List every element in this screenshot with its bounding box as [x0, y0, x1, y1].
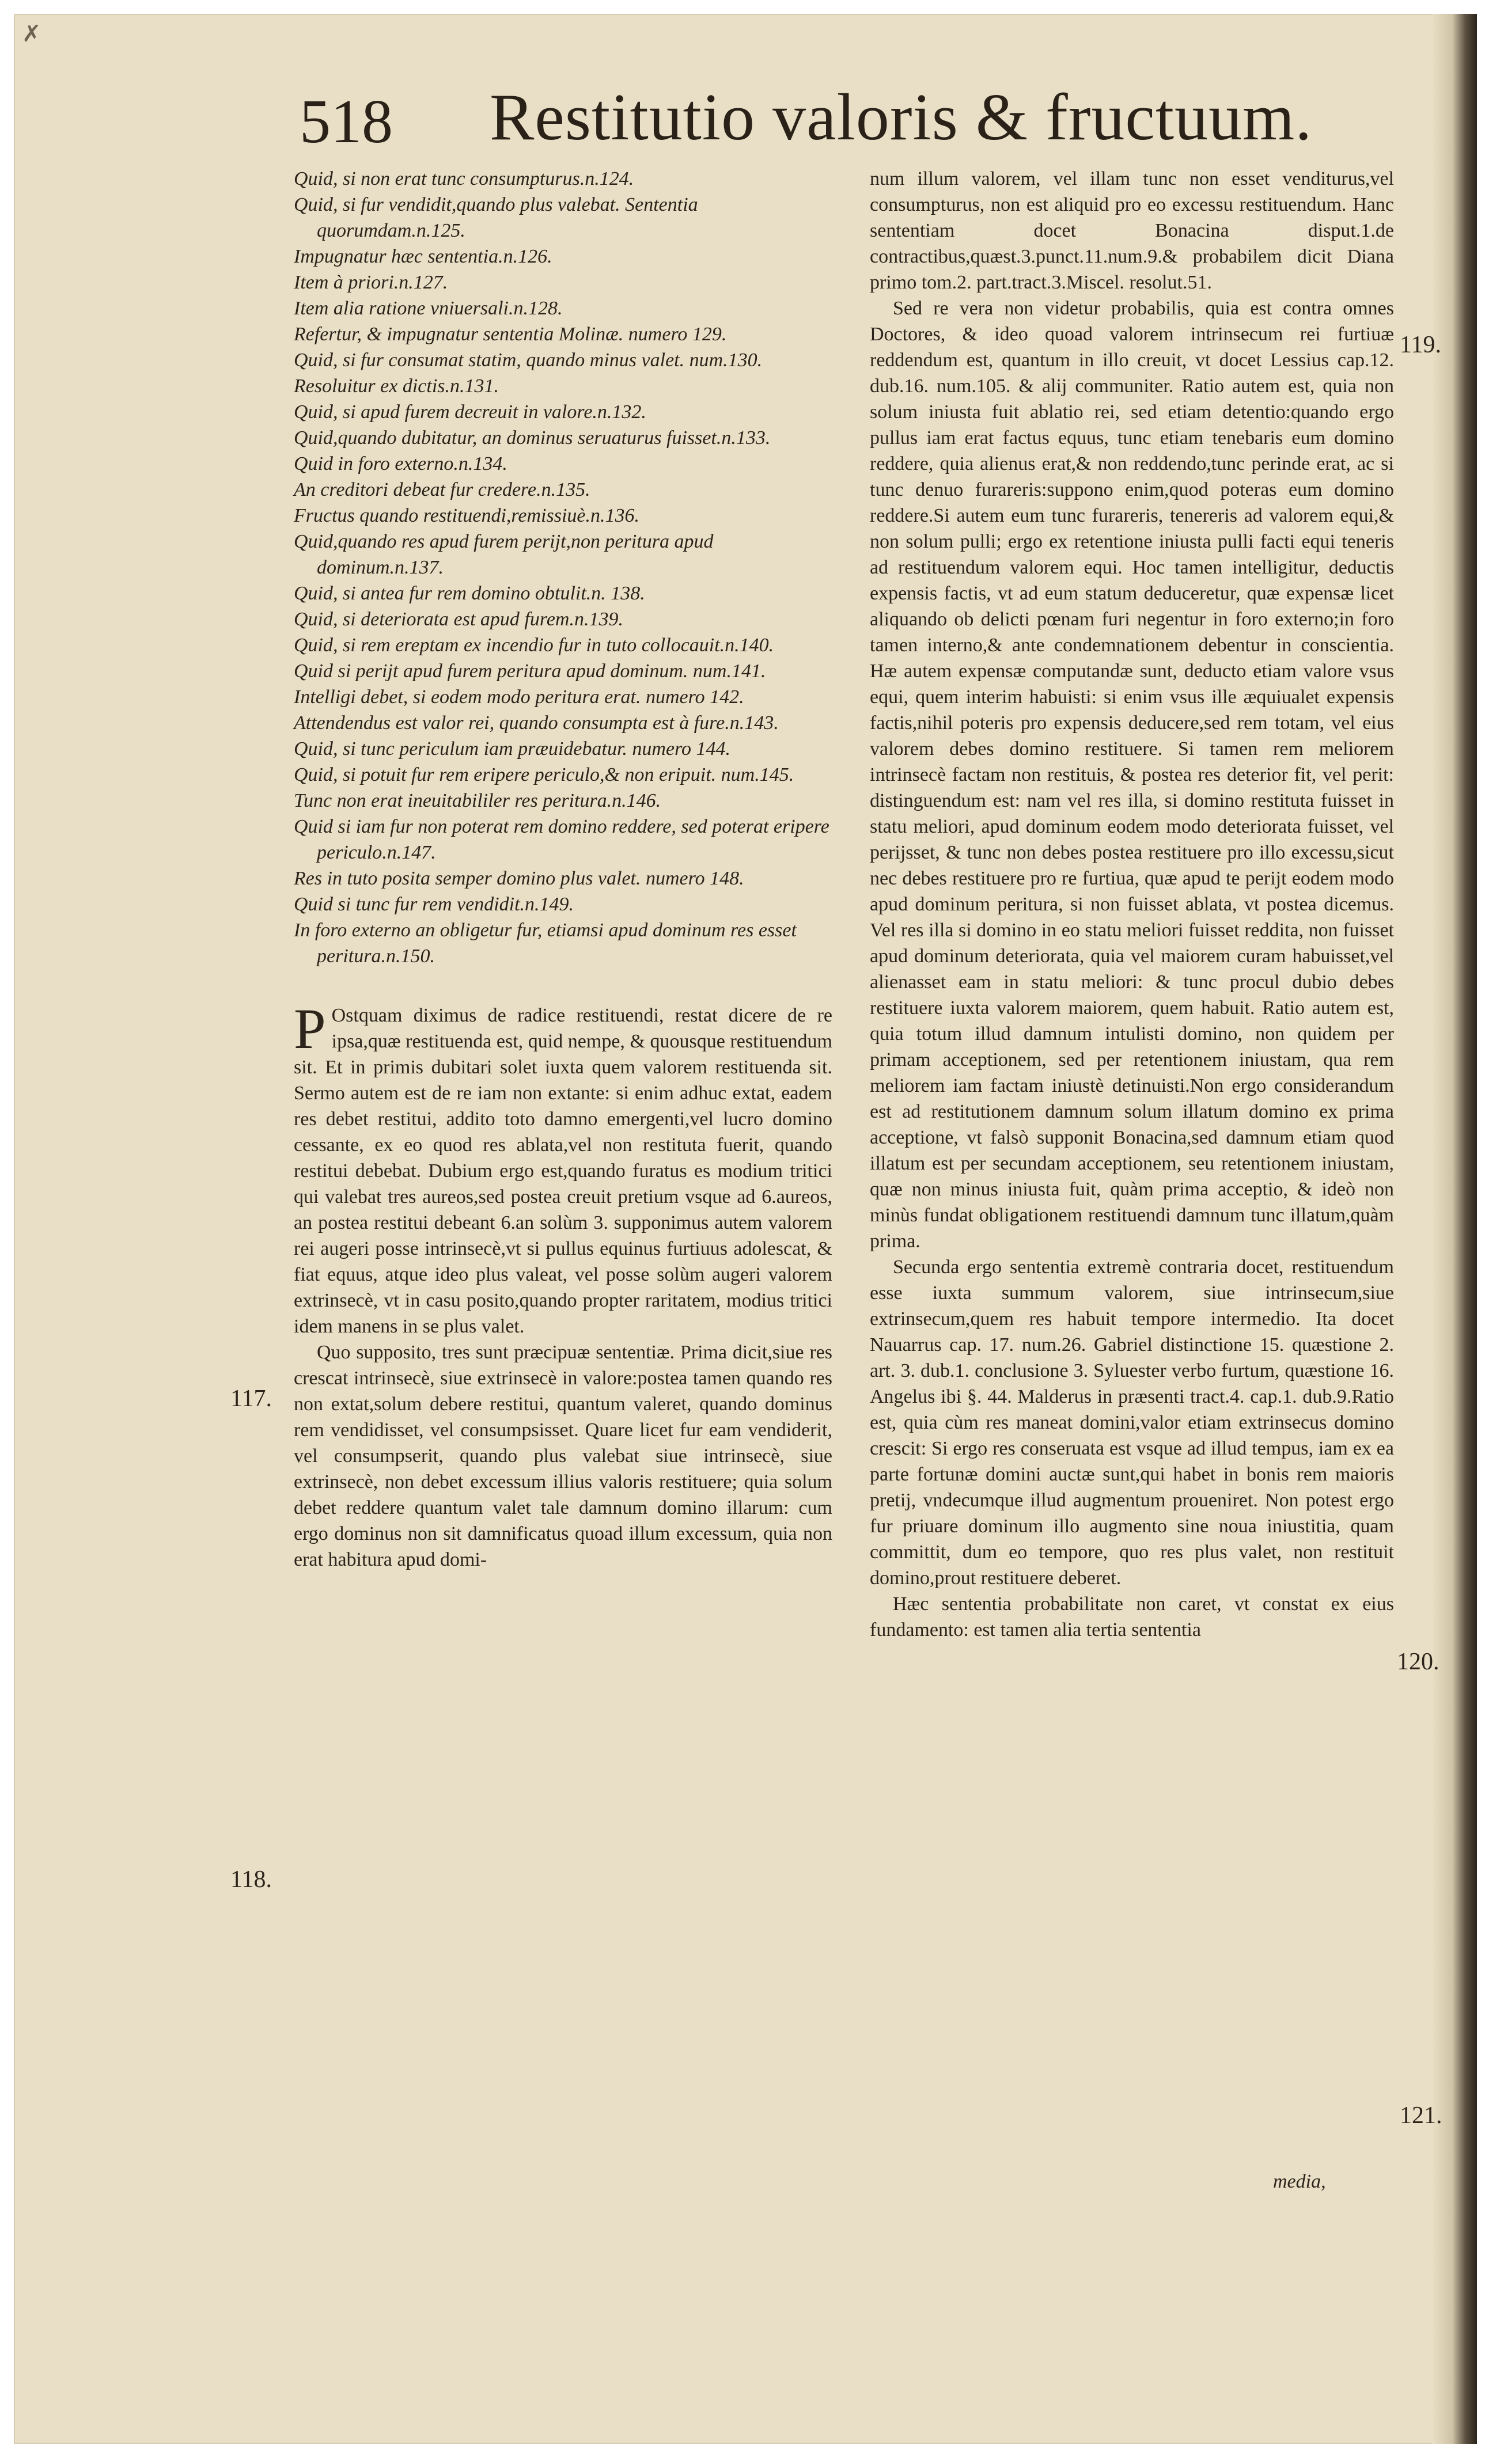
index-entry: In foro externo an obligetur fur, etiamsi apud dominum res esset peritura.n.150. — [294, 920, 797, 967]
left-column — [294, 166, 832, 1573]
index-entry: Tunc non erat ineuitabililer res peritura.n.146. — [294, 790, 661, 811]
drop-capital: P — [294, 997, 326, 1061]
index-entry: Quid,quando dubitatur, an dominus seruaturus fuisset.n.133. — [294, 427, 771, 449]
index-entry: Quid si perijt apud furem peritura apud dominum. num.141. — [294, 660, 766, 682]
section-gap — [294, 969, 832, 1003]
index-entry: Resoluitur ex dictis.n.131. — [294, 375, 499, 397]
index-entry: Quid, si apud furem decreuit in valore.n.132. — [294, 401, 646, 423]
right-column — [870, 166, 1394, 1643]
index-entry: Quid, si fur vendidit,quando plus valebat. Sententia quorumdam.n.125. — [294, 194, 698, 241]
index-entry: Fructus quando restituendi,remissiuè.n.136. — [294, 505, 639, 526]
index-entry: Quid, si fur consumat statim, quando minus valet. num.130. — [294, 350, 763, 371]
index-entry: Item à priori.n.127. — [294, 272, 448, 293]
index-entry: Quid, si deteriorata est apud furem.n.139. — [294, 609, 623, 630]
index-entry: Attendendus est valor rei, quando consumpta est à fure.n.143. — [294, 712, 779, 734]
paragraph-text: Quo supposito, tres sunt præcipuæ sententiæ. Prima dicit,siue res crescat intrinsecè, siue extrinsecè in valore:postea tamen quando res non extat,solum debere restitui, quantum valeret, quando dominus rem vendidisset, vel consumpsisset. Quare licet fur eam vendiderit, vel consumpserit, quando plus valebat siue intrinsecè, siue extrinsecè, non debet excessum illius valoris restituere; quia solum debet reddere quantum valet tale damnum domino illarum: cum ergo dominus non sit damnificatus quoad illum excessum, quia non erat habitura apud domi- — [294, 1342, 832, 1570]
index-entry: Quid, si tunc periculum iam præuidebatur. numero 144. — [294, 738, 731, 760]
index-entry: Quid, si antea fur rem domino obtulit.n. 138. — [294, 583, 645, 604]
index-entry: Quid, si rem ereptam ex incendio fur in tuto collocauit.n.140. — [294, 635, 774, 656]
index-entry: Quid, si potuit fur rem eripere periculo,& non eripuit. num.145. — [294, 764, 794, 785]
corner-mark: ✗ — [22, 21, 41, 47]
margin-number-120: 120. — [1397, 1649, 1439, 1675]
body-paragraph-120: Secunda ergo sententia extremè contraria docet, restituendum esse iuxta summum valorem, siue intrinsecum,siue extrinsecum,quem res habuit tempore intermedio. Ita docet Nauarrus cap. 17. num.26. Gabriel distinctione 15. quæstione 2. art. 3. dub.1. conclusione 3. Syluester verbo furtum, quæstione 16. Angelus ibi §. 44. Malderus in præsenti tract.4. cap.1. dub.9.Ratio est, quia cùm res maneat domini,valor etiam extrinsecus domino crescit: Si ergo res conseruata est vsque ad illud tempus, iam ex ea parte fortunæ domini auctæ sunt,qui habet in bonis rem maioris pretij, vndecumque illud augmentum proueniret. Non potest ergo fur priuare dominum illo augmento sine noua iniustitia, quam committit, dum eo tempore, quo res plus valet, non restituit domino,prout restituere deberet. — [870, 1256, 1394, 1589]
index-entry: Res in tuto posita semper domino plus valet. numero 148. — [294, 868, 744, 889]
body-paragraph-continued: num illum valorem, vel illam tunc non esset venditurus,vel consumpturus, non est aliquid pro eo excessu restituendum. Hanc sententiam docet Bonacina disput.1.de contractibus,quæst.3.punct.11.num.9.& probabilem dicit Diana primo tom.2. part.tract.3.Miscel. resolut.51. — [870, 168, 1394, 293]
index-entry: Quid si iam fur non poterat rem domino reddere, sed poterat eripere periculo.n.147. — [294, 816, 829, 863]
summary-index-list — [294, 166, 832, 969]
margin-number-121: 121. — [1400, 2102, 1442, 2129]
index-entry: Quid,quando res apud furem perijt,non peritura apud dominum.n.137. — [294, 531, 714, 578]
catchword: media, — [1273, 2171, 1326, 2192]
index-entry: Quid in foro externo.n.134. — [294, 453, 507, 474]
body-paragraph-117 — [294, 997, 832, 1339]
page-title: Restitutio valoris & fructuum. — [490, 81, 1313, 154]
index-entry: Quid, si non erat tunc consumpturus.n.124. — [294, 168, 634, 189]
index-entry: Intelligi debet, si eodem modo peritura erat. numero 142. — [294, 686, 744, 708]
index-entry: An creditori debeat fur credere.n.135. — [294, 479, 590, 500]
margin-number-119: 119. — [1400, 332, 1441, 358]
page-gutter-shadow — [1432, 14, 1477, 2444]
margin-number-118: 118. — [230, 1866, 272, 1893]
index-entry: Refertur, & impugnatur sententia Molinæ. numero 129. — [294, 324, 727, 345]
index-entry: Quid si tunc fur rem vendidit.n.149. — [294, 894, 574, 915]
body-paragraph-118 — [294, 1339, 832, 1573]
body-paragraph-119: Sed re vera non videtur probabilis, quia est contra omnes Doctores, & ideo quoad valorem intrinsecum rei furtiuæ reddendum est, quantum in illo creuit, vt docet Lessius cap.12. dub.16. num.105. & alij communiter. Ratio autem est, quia non solum iniusta fuit ablatio rei, sed etiam detentio:quando ergo pullus iam erat factus equus, tunc etiam tenebaris eum domino reddere, quia alienus erat,& non reddendo,tunc perinde erat, ac si tunc denuo furareris:suppono enim,quod poteras eum domino reddere.Si autem eum tunc furareris, tenereris ad valorem equi,& non solum pulli; ergo ex retentione iniusta pulli facti equi teneris ad restituendum valorem equi. Hoc tamen intelligitur, deductis expensis factis, vt ad eum statum deduceretur, quæ expensæ licet aliquando ob delicti pœnam furi negentur in foro externo;in foro tamen interno,& ante condemnationem debentur in conscientia. Hæ autem expensæ computandæ sunt, deducto etiam valore vsus equi, quem interim habuisti: si enim vsus ille æquiualet expensis factis,nihil poteris pro expensis deducere,sed rem totam, vel eius valorem debes domino restituere. Si tamen rem meliorem intrinsecè factam non restituis, & postea res deterior fit, vel perit: distinguendum est: nam vel res illa, si domino restituta fuisset in statu meliori, apud dominum eodem modo deteriorata fuisset, vel perijsset, & tunc non debes postea restituere pro illo excessu,sicut nec debes restituere pro re furtiua, quæ apud te perijt eodem modo apud dominum peritura, si non fuisset ablata, vt postea dicemus. Vel res illa si domino in eo statu meliori fuisset reddita, non fuisset apud dominum deteriorata, quia vel maiorem curam habuisset,vel alienasset eam in statu meliori: & tunc procul dubio debes restituere iuxta valorem maiorem, quem habuit. Ratio autem est, quia totum illud damnum intulisti domino, non quidem per primam acceptionem, sed per retentionem iniustam, qua rem meliorem iam factam iniustè detinuisti.Non ergo considerandum est ad restitutionem damnum solum illatum domino ex prima acceptione, vt falsò supponit Bonacina,sed damnum etiam quod illatum est per secundam acceptionem, seu retentionem iniustam, quæ non minus iniusta fuit, quàm prima acceptio, & ideò non minùs fundat obligationem restituendi damnum tunc illatum,quàm prima. — [870, 298, 1394, 1252]
body-paragraph-121: Hæc sententia probabilitate non caret, vt constat ex eius fundamento: est tamen alia tertia sententia — [870, 1593, 1394, 1641]
index-entry: Item alia ratione vniuersali.n.128. — [294, 298, 563, 319]
paragraph-text: Ostquam diximus de radice restituendi, restat dicere de re ipsa,quæ restituenda est, quid nempe, & quousque restituendum sit. Et in primis dubitari solet iuxta quem valorem restituenda sit. Sermo autem est de re iam non extante: si enim adhuc extat, eadem res debet restitui, addito toto damno emergenti,vel lucro domino cessante, ex eo quod res ablata,vel non restituta fuerit, quando restitui debebat. Dubium ergo est,quando furatus es modium tritici qui valebat tres aureos,sed postea creuit pretium vsque ad 6.aureos, an postea restitui debeant 6.an solùm 3. supponimus autem valorem rei augeri posse intrinsecè,vt si pullus equinus furtiuus adolescat, & fiat equus, atque ideo plus valeat, vel posse solùm augeri valorem extrinsecè, vt in casu posito,quando propter raritatem, modius tritici idem manens in se plus valet. — [294, 1005, 832, 1337]
margin-number-117: 117. — [230, 1385, 272, 1412]
index-entry: Impugnatur hæc sententia.n.126. — [294, 246, 552, 267]
page-number: 518 — [300, 88, 393, 156]
